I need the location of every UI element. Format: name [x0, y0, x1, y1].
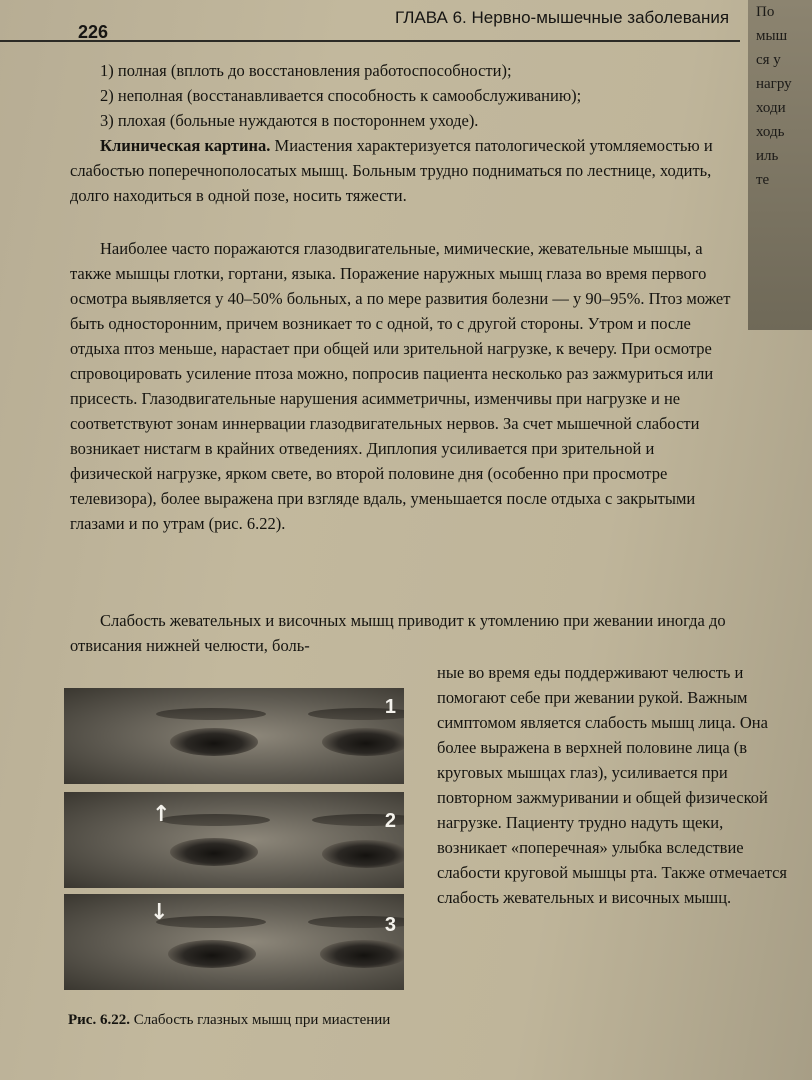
- eyebrow: [156, 708, 266, 720]
- eye: [170, 728, 258, 756]
- caption-text: Слабость глазных мышц при миастении: [129, 1012, 391, 1028]
- eyebrow: [160, 814, 270, 826]
- section-heading: Клиническая картина.: [100, 136, 271, 155]
- paragraph-text: Слабость жевательных и височных мышц приводит к утомлению при жевании иногда до отвисания нижней челюсти, боль-: [70, 611, 726, 655]
- running-header: [0, 0, 740, 42]
- panel-number: 2: [384, 810, 396, 832]
- side-line: По: [756, 4, 775, 20]
- paragraph-text: Наиболее часто поражаются глазодвигательные, мимические, жевательные мышцы, а также мышцы глотки, гортани, языка. Поражение наружных мышц глаза во время первого осмотра выявляется у 40–50% больных, а по мере развития болезни — у 90–95%. Птоз может быть односторонним, причем возникает то с одной, то с другой стороны. Утром и после отдыха птоз меньше, нарастает при общей или зрительной нагрузке, к вечеру. При осмотре спровоцировать усиление птоза можно, попросив пациента несколько раз зажмуриться или присесть. Глазодвигательные нарушения асимметричны, изменчивы при нагрузке и не соответствуют зонам иннервации глазодвигательных нервов. За счет мышечной слабости возникает нистагм в крайних отведениях. Диплопия усиливается при зрительной и физической нагрузке, ярком свете, во второй половине дня (особенно при просмотре телевизора), более выражена при взгляде вдаль, уменьшается после отдыха с закрытыми глазами и по утрам (рис. 6.22).: [70, 239, 731, 533]
- side-line: те: [756, 172, 770, 188]
- panel-number: 3: [384, 914, 396, 936]
- list-item: 2) неполная (восстанавливается способность к самообслуживанию);: [100, 86, 582, 105]
- eye: [322, 728, 404, 756]
- figure-panel-1: [64, 688, 404, 784]
- arrow-up-icon: ↑: [152, 802, 171, 827]
- side-line: мыш: [756, 28, 788, 44]
- figure-panel-3: [64, 894, 404, 990]
- outcome-list: [70, 58, 735, 133]
- side-line: ходь: [756, 124, 785, 140]
- caption-label: Рис. 6.22.: [68, 1012, 130, 1028]
- list-item: 3) плохая (больные нуждаются в постороннем уходе).: [100, 111, 479, 130]
- eyebrow: [156, 916, 266, 928]
- side-line: ходи: [756, 100, 786, 116]
- figure-caption: [68, 1012, 418, 1029]
- chewing-paragraph-wrap: [437, 660, 787, 910]
- paragraph-text: ные во время еды поддерживают челюсть и помогают себе при жевании рукой. Важным симптомом является слабость мышц лица. Она более выражена в верхней половине лица (в круговых мышцах глаз), усиливается при повторном зажмуривании и общей физической нагрузке. Пациенту трудно надуть щеки, возникает «поперечная» улыбка вследствие слабости круговой мышцы рта. Также отмечается слабость жевательных и височных мышц.: [437, 663, 788, 907]
- page-number: 226: [78, 22, 109, 42]
- side-line: ся у: [756, 52, 781, 68]
- arrow-down-icon: ↓: [150, 900, 169, 925]
- eye: [320, 940, 404, 968]
- eye: [170, 838, 258, 866]
- eye: [168, 940, 256, 968]
- list-item: 1) полная (вплоть до восстановления работоспособности);: [100, 61, 512, 80]
- adjacent-page-edge: [748, 0, 812, 330]
- side-line: нагру: [756, 76, 792, 92]
- eye: [322, 840, 404, 868]
- figure-panel-2: [64, 792, 404, 888]
- chewing-paragraph-start: [70, 608, 735, 658]
- symptoms-paragraph: [70, 236, 735, 536]
- chapter-title: ГЛАВА 6. Нервно-мышечные заболевания: [395, 8, 730, 27]
- side-line: иль: [756, 148, 779, 164]
- clinical-text: Миастения характеризуется патологической утомляемостью и слабостью поперечнополосатых мышц. Больным трудно подниматься по лестнице, ходить, долго находиться в одной позе, носить тяжести.: [70, 136, 713, 205]
- panel-number: 1: [384, 696, 396, 718]
- clinical-paragraph: [70, 133, 735, 208]
